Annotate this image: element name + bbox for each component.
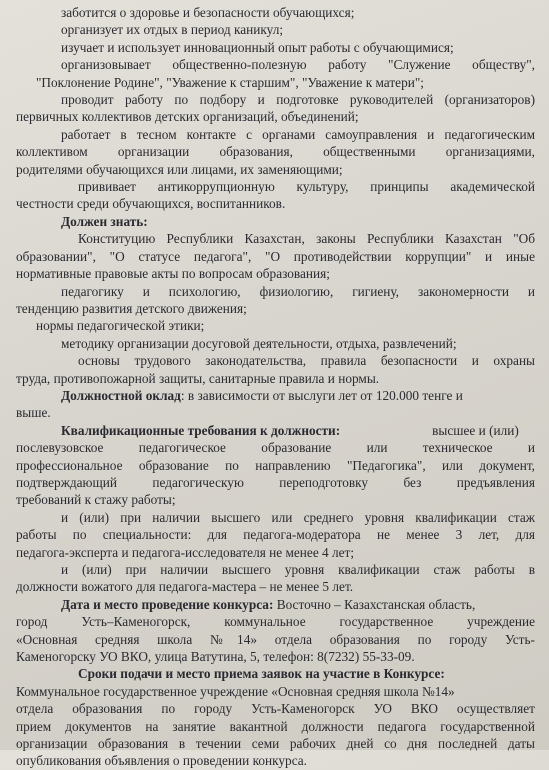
duty-line: "Поклонение Родине", "Уважение к старшим", "Уважение к матери"; <box>36 74 424 90</box>
qualification-line: послевузовское педагогическое образование или техническое и <box>16 440 535 456</box>
duty-line: заботится о здоровье и безопасности обучающихся; <box>61 5 355 20</box>
qualification-line: требований к стажу работы; <box>16 492 176 508</box>
knowledge-line: тенденцию развития детского движения; <box>16 300 247 316</box>
duty-line: прививает антикоррупционную культуру, принципы академической <box>78 179 535 195</box>
applications-line: отдела образования по городу Усть-Каменогорск УО ВКО осуществляет <box>16 701 535 717</box>
duty-line: коллективом организации образования, общественными организациями, <box>16 144 535 160</box>
contest-place-line: Каменогорску УО ВКО, улица Ватутина, 5, телефон: 8(7232) 55-33-09. <box>16 649 415 665</box>
knowledge-line: педагогику и психологию, физиологию, гигиену, закономерности и <box>61 283 535 299</box>
salary-line <box>16 387 535 404</box>
qualification-line: работы по специальности: для педагога-модератора не менее 3 лет, для <box>16 527 535 543</box>
duty-line: честности среди обучающихся, воспитанников. <box>16 196 286 212</box>
qualification-line: подтверждающий педагогическую переподготовку без предъявления <box>16 474 535 490</box>
contest-place-text: Восточно – Казахстанская область, <box>273 596 476 612</box>
knowledge-line: Конституцию Республики Казахстан, законы Республики Казахстан "Об <box>78 231 535 247</box>
applications-line: организации образования в течении семи рабочих дней со дня последней даты <box>16 736 535 752</box>
duty-line: организует их отдых в период каникул; <box>61 22 284 38</box>
qualification-line: педагога-эксперта и педагога-исследователя не менее 4 лет; <box>16 544 355 560</box>
applications-line: прием документов на занятие вакантной должности педагога государственной <box>16 718 535 734</box>
salary-heading: Должностной оклад <box>61 387 181 403</box>
qualification-line <box>16 422 535 439</box>
knowledge-line: методику организации досуговой деятельности, отдыха, развлечений; <box>61 335 457 351</box>
qualification-line: и (или) при наличии высшего уровня квалификации стаж работы в <box>61 562 535 577</box>
salary-text: : в зависимости от выслуги лет от 120.000 тенге и <box>180 387 463 403</box>
salary-line: выше. <box>16 405 51 421</box>
contest-place-line: город Усть–Каменогорск, коммунальное государственное учреждение <box>16 614 535 630</box>
contest-place-line: «Основная средняя школа №14» отдела образования по городу Усть- <box>16 631 535 647</box>
duty-line: родителями обучающихся или лицами, их заменяющими; <box>16 161 343 177</box>
knowledge-line: труда, противопожарной защиты, санитарные правила и нормы. <box>16 370 380 386</box>
duty-line: проводит работу по подбору и подготовке руководителей (организаторов) <box>61 92 535 108</box>
contest-place-heading: Дата и место проведение конкурса: <box>61 596 274 612</box>
knowledge-line: основы трудового законодательства, правила безопасности и охраны <box>78 353 535 369</box>
qualification-line: должности вожатого для педагога-мастера – не менее 5 лет. <box>16 579 354 595</box>
applications-line: Коммунальное государственное учреждение «Основная средняя школа №14» <box>16 683 455 699</box>
applications-line: опубликования объявления о проведении конкурса. <box>16 753 307 769</box>
duty-line: первичных коллективов детских организаций, объединений; <box>16 109 359 125</box>
knowledge-line: образовании", "О статусе педагога", "О противодействии коррупции" и иные <box>16 248 535 264</box>
knowledge-line: нормативные правовые акты по вопросам образования; <box>16 266 330 282</box>
section-heading-applications: Сроки подачи и место приема заявок на участие в Конкурсе: <box>78 666 445 682</box>
qualification-line: и (или) при наличии высшего или среднего уровня квалификации стаж <box>61 509 535 525</box>
qualification-heading: Квалификационные требования к должности: <box>61 422 341 438</box>
qualification-text: высшее и (или) <box>432 422 519 438</box>
duty-line: изучает и использует инновационный опыт работы с обучающимися; <box>61 39 454 55</box>
section-heading-knowledge: Должен знать: <box>61 213 148 229</box>
knowledge-line: нормы педагогической этики; <box>36 318 205 334</box>
duty-line: работает в тесном контакте с органами самоуправления и педагогическим <box>61 126 535 142</box>
duty-line: организовывает общественно-полезную работу "Служение обществу", <box>61 57 535 73</box>
contest-place-line <box>16 596 535 613</box>
qualification-line: профессиональное образование по направлению "Педагогика", или документ, <box>16 457 535 473</box>
